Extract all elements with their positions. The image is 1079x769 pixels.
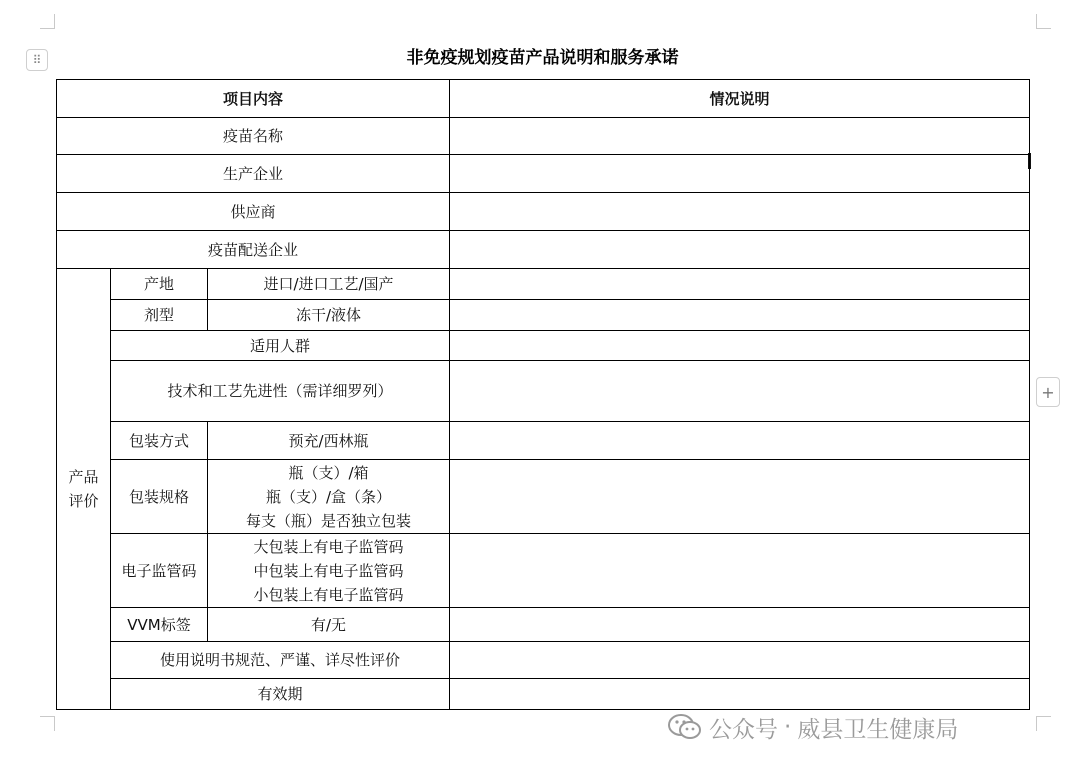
- vvm-options: 有/无: [208, 608, 450, 642]
- product-table: [56, 79, 1030, 710]
- table-row: [57, 231, 1030, 269]
- row-label-supplier: 供应商: [57, 193, 450, 231]
- watermark: [667, 707, 958, 747]
- page-corner-mark: [1036, 14, 1051, 29]
- document-title: 非免疫规划疫苗产品说明和服务承诺: [406, 48, 679, 68]
- origin-label: 产地: [111, 269, 208, 300]
- row-label-distributor: 疫苗配送企业: [57, 231, 450, 269]
- product-evaluation-label-line: 产品: [68, 468, 99, 486]
- row-label-manufacturer: 生产企业: [57, 155, 450, 193]
- table-row: [57, 679, 1030, 710]
- dosage-value-cell[interactable]: [450, 300, 1030, 331]
- instructions-label: 使用说明书规范、严谨、详尽性评价: [111, 642, 450, 679]
- table-header-row: [57, 80, 1030, 118]
- manufacturer-value-cell[interactable]: [450, 155, 1030, 193]
- technology-label: 技术和工艺先进性（需详细罗列）: [111, 361, 450, 422]
- packaging-spec-line: 每支（瓶）是否独立包装: [246, 511, 412, 530]
- vaccine-name-value-cell[interactable]: [450, 118, 1030, 155]
- watermark-brand: 公众号: [709, 716, 778, 743]
- wechat-icon: [667, 712, 703, 742]
- population-value-cell[interactable]: [450, 331, 1030, 361]
- watermark-account: 威县卫生健康局: [797, 716, 959, 743]
- packaging-spec-line: 瓶（支）/盒（条）: [265, 487, 392, 506]
- page-corner-mark: [1036, 716, 1051, 731]
- add-column-button[interactable]: [1036, 377, 1060, 407]
- product-evaluation-label: [57, 269, 111, 710]
- table-row: [57, 422, 1030, 460]
- table-row: [57, 155, 1030, 193]
- packaging-spec-line: 瓶（支）/箱: [288, 463, 369, 482]
- product-evaluation-label-line: 评价: [68, 492, 99, 510]
- table-row: [57, 608, 1030, 642]
- table-row: [57, 193, 1030, 231]
- table-row: [57, 534, 1030, 608]
- instructions-value-cell[interactable]: [450, 642, 1030, 679]
- page-corner-mark: [40, 14, 55, 29]
- table-row: [57, 460, 1030, 534]
- table-row: [57, 361, 1030, 422]
- packaging-method-options: 预充/西林瓶: [208, 422, 450, 460]
- packaging-spec-options: [208, 460, 450, 534]
- ecode-line: 小包装上有电子监管码: [253, 585, 404, 604]
- table-drag-handle[interactable]: [26, 49, 48, 71]
- population-label: 适用人群: [111, 331, 450, 361]
- packaging-spec-label: 包装规格: [111, 460, 208, 534]
- plus-icon: +: [1041, 382, 1055, 402]
- vvm-value-cell[interactable]: [450, 608, 1030, 642]
- packaging-method-value-cell[interactable]: [450, 422, 1030, 460]
- ecode-line: 中包装上有电子监管码: [253, 561, 404, 580]
- dosage-label: 剂型: [111, 300, 208, 331]
- origin-options: 进口/进口工艺/国产: [208, 269, 450, 300]
- table-row: [57, 300, 1030, 331]
- table-row: [57, 642, 1030, 679]
- table-row: [57, 118, 1030, 155]
- ecode-options: [208, 534, 450, 608]
- header-item: 项目内容: [57, 80, 450, 118]
- dosage-options: 冻干/液体: [208, 300, 450, 331]
- vvm-label: VVM标签: [111, 608, 208, 642]
- origin-value-cell[interactable]: [450, 269, 1030, 300]
- distributor-value-cell[interactable]: [450, 231, 1030, 269]
- packaging-spec-value-cell[interactable]: [450, 460, 1030, 534]
- watermark-separator: ·: [784, 714, 792, 740]
- header-description: 情况说明: [450, 80, 1030, 118]
- row-label-vaccine-name: 疫苗名称: [57, 118, 450, 155]
- ecode-label: 电子监管码: [111, 534, 208, 608]
- technology-value-cell[interactable]: [450, 361, 1030, 422]
- table-row: [57, 269, 1030, 300]
- ecode-value-cell[interactable]: [450, 534, 1030, 608]
- page-corner-mark: [40, 716, 55, 731]
- drag-handle-icon: ⠿: [32, 53, 42, 67]
- table-row: [57, 331, 1030, 361]
- expiry-label: 有效期: [111, 679, 450, 710]
- packaging-method-label: 包装方式: [111, 422, 208, 460]
- ecode-line: 大包装上有电子监管码: [253, 537, 404, 556]
- supplier-value-cell[interactable]: [450, 193, 1030, 231]
- expiry-value-cell[interactable]: [450, 679, 1030, 710]
